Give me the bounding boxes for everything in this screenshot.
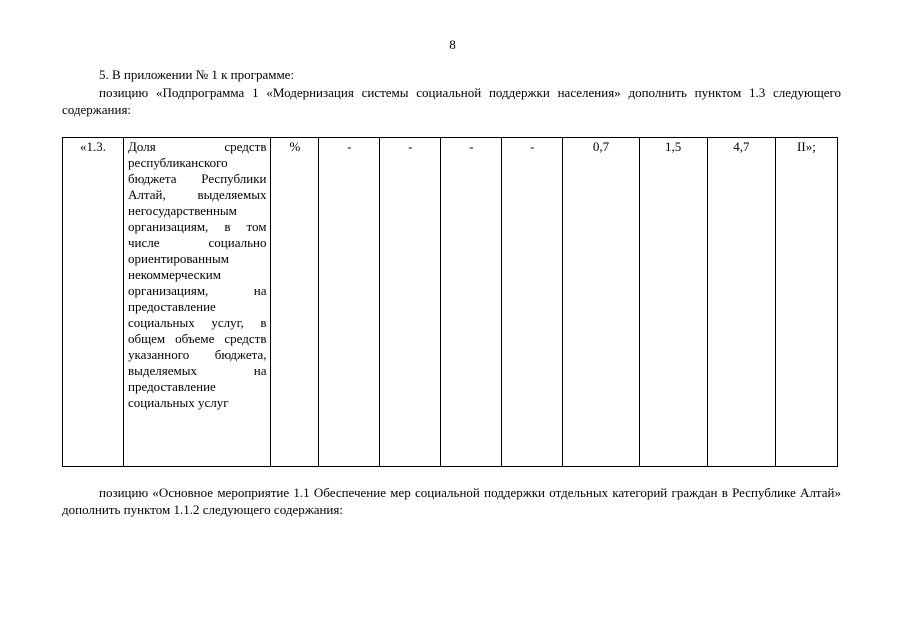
table-row [63, 138, 838, 467]
row-number: «1.3. [63, 138, 124, 467]
row-value-cell: - [502, 138, 563, 467]
row-value-cell: - [319, 138, 380, 467]
page-number: 8 [449, 37, 456, 52]
row-value-cell: 0,7 [563, 138, 639, 467]
row-value-cell: - [441, 138, 502, 467]
row-description: Доля средств республиканского бюджета Республики Алтай, выделяемых негосударственным организациям, в том числе социально ориентированным некоммерческим организациям, на предоставление социальных услуг, в общем объеме средств указанного бюджета, выделяемых на предоставление социальных услуг [124, 138, 271, 467]
section-heading: 5. В приложении № 1 к программе: [99, 67, 295, 82]
row-value-cell: - [380, 138, 441, 467]
intro-paragraph: позицию «Подпрограмма 1 «Модернизация системы социальной поддержки населения» дополнить пунктом 1.3 следующего содержания: [62, 85, 841, 117]
row-value-cell: 1,5 [639, 138, 707, 467]
indicator-table [62, 137, 838, 467]
outro-paragraph: позицию «Основное мероприятие 1.1 Обеспечение мер социальной поддержки отдельных категорий граждан в Республике Алтай» дополнить пунктом 1.1.2 следующего содержания: [62, 485, 841, 517]
row-unit: % [271, 138, 319, 467]
row-value-cell: 4,7 [707, 138, 775, 467]
row-value-cell: II»; [775, 138, 837, 467]
